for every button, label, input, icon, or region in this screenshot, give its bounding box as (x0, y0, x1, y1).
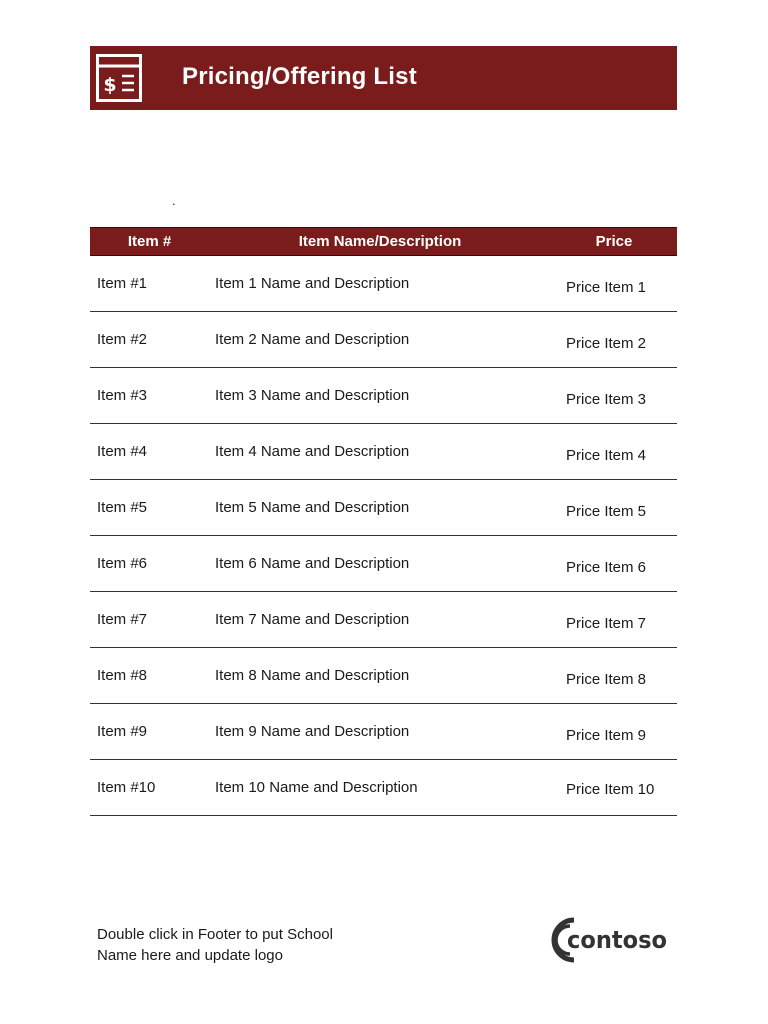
item-description-cell: Item 8 Name and Description (215, 667, 410, 684)
item-price-cell: Price Item 2 (566, 335, 647, 352)
table-header (90, 227, 677, 256)
item-description-cell: Item 9 Name and Description (215, 723, 410, 740)
table-row (90, 536, 677, 592)
column-header-description: Item Name/Description (298, 233, 462, 250)
table-row (90, 704, 677, 760)
item-price-cell: Price Item 6 (566, 559, 647, 576)
item-number-cell: Item #10 (97, 779, 156, 796)
item-price-cell: Price Item 10 (566, 781, 655, 798)
table-row (90, 312, 677, 368)
item-number-cell: Item #3 (97, 387, 148, 404)
item-price-cell: Price Item 8 (566, 671, 647, 688)
page-title: Pricing/Offering List (182, 63, 417, 90)
item-number-cell: Item #2 (97, 331, 148, 348)
item-number-cell: Item #8 (97, 667, 148, 684)
table-row (90, 480, 677, 536)
item-description-cell: Item 1 Name and Description (215, 275, 410, 292)
item-description-cell: Item 7 Name and Description (215, 611, 410, 628)
contoso-logo (546, 914, 670, 966)
footer-line-1: Double click in Footer to put School (97, 926, 333, 943)
item-number-cell: Item #7 (97, 611, 148, 628)
item-description-cell: Item 6 Name and Description (215, 555, 410, 572)
footer-line-2: Name here and update logo (97, 947, 283, 964)
item-description-cell: Item 5 Name and Description (215, 499, 410, 516)
item-description-cell: Item 10 Name and Description (215, 779, 418, 796)
item-number-cell: Item #1 (97, 275, 148, 292)
item-description-cell: Item 3 Name and Description (215, 387, 410, 404)
svg-text:$: $ (103, 74, 117, 96)
item-description-cell: Item 2 Name and Description (215, 331, 410, 348)
item-description-cell: Item 4 Name and Description (215, 443, 410, 460)
item-price-cell: Price Item 9 (566, 727, 647, 744)
item-number-cell: Item #9 (97, 723, 148, 740)
item-price-cell: Price Item 3 (566, 391, 647, 408)
table-row (90, 592, 677, 648)
logo-wordmark: contoso (567, 926, 667, 954)
item-price-cell: Price Item 4 (566, 447, 647, 464)
item-price-cell: Price Item 1 (566, 279, 647, 296)
header-banner (90, 46, 677, 110)
table-row (90, 368, 677, 424)
footer-text (97, 924, 397, 966)
stray-mark: . (172, 193, 176, 208)
item-number-cell: Item #5 (97, 499, 148, 516)
item-number-cell: Item #6 (97, 555, 148, 572)
table-row (90, 424, 677, 480)
price-list-icon (96, 54, 142, 102)
table-row (90, 760, 677, 816)
table-row (90, 648, 677, 704)
column-header-item-number: Item # (127, 233, 172, 250)
column-header-price: Price (595, 233, 633, 250)
item-price-cell: Price Item 7 (566, 615, 647, 632)
pricing-table-body (90, 256, 677, 816)
table-row (90, 256, 677, 312)
item-price-cell: Price Item 5 (566, 503, 647, 520)
item-number-cell: Item #4 (97, 443, 148, 460)
